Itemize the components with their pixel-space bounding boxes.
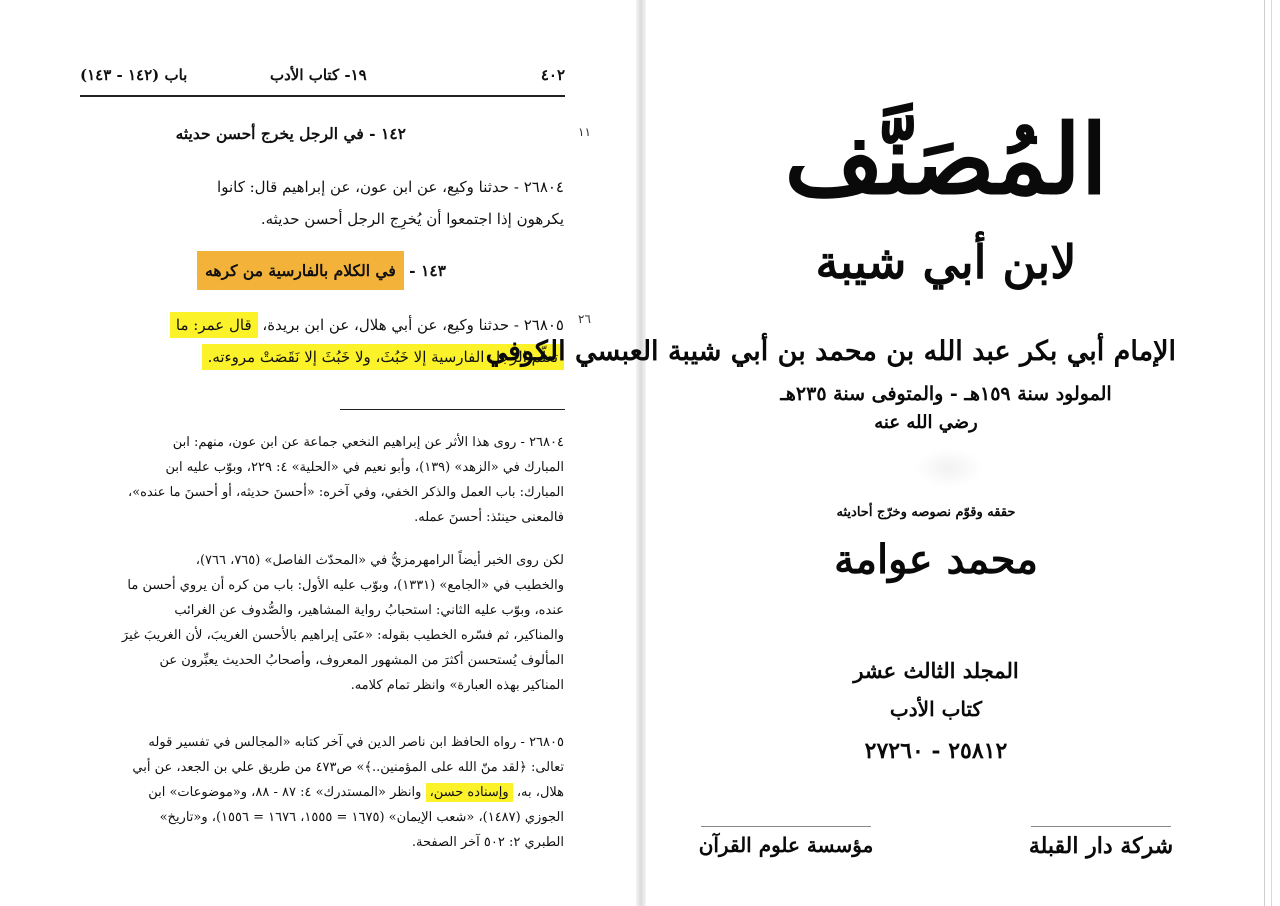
left-page bbox=[0, 0, 636, 906]
publisher-1: شركة دار القبلة bbox=[1028, 833, 1174, 859]
footnote-line: الطبري ٢: ٥٠٢ آخر الصفحة. bbox=[411, 835, 564, 850]
footnote-line: فالمعنى حينئذ: أحسنَ عمله. bbox=[414, 510, 564, 525]
publisher-rule bbox=[1031, 826, 1171, 827]
footnote-line: المبارك: باب العمل والذكر الخفي، وفي آخره: «أحسنَ حديثه، أو أحسنَ ما عنده»، bbox=[128, 485, 564, 500]
page-number: ٤٠٢ bbox=[540, 66, 565, 84]
hadith-26805-chain: ٢٦٨٠٥ - حدثنا وكيع، عن أبي هلال، عن ابن بريدة، bbox=[262, 316, 564, 334]
chapter-142-title: ١٤٢ - في الرجل يخرج أحسن حديثه bbox=[175, 124, 406, 143]
author-name: الإمام أبي بكر عبد الله بن محمد بن أبي شيبة العبسي الكوفي bbox=[485, 336, 1176, 367]
publisher-rule bbox=[701, 826, 871, 827]
footnote-line: المألوف يُستحسن أكثرَ من المشهور المعروف، وأصحابُ الحديث يعبِّرون عن bbox=[159, 653, 564, 668]
footnote-line bbox=[148, 780, 564, 805]
book-name: كتاب الأدب bbox=[889, 697, 983, 721]
hadith-26804-line1: ٢٦٨٠٤ - حدثنا وكيع، عن ابن عون، عن إبراهيم قال: كانوا bbox=[217, 178, 564, 196]
editor-credit: حققه وقوّم نصوصه وخرّج أحاديثه bbox=[836, 505, 1016, 520]
chapter-143-title-highlight: في الكلام بالفارسية من كرهه bbox=[197, 251, 404, 290]
faint-emblem bbox=[914, 448, 984, 488]
main-title: المُصَنَّف bbox=[784, 103, 1108, 216]
isnad-hasan-highlight: وإسناده حسن، bbox=[426, 783, 513, 802]
footnote-line: ٢٦٨٠٤ - روى هذا الأثر عن إبراهيم النخعي جماعة عن ابن عون، منهم: ابن bbox=[172, 435, 564, 450]
blessing-phrase: رضي الله عنه bbox=[874, 412, 978, 433]
footnote-line: المبارك في «الزهد» (١٣٩)، وأبو نعيم في «الحلية» ٤: ٢٢٩، وبوّب عليه ابن bbox=[165, 460, 564, 475]
line-marker: ١١ bbox=[578, 125, 591, 139]
footnote-line: لكن روى الخبر أيضاً الرامهرمزيُّ في «المحدّث الفاصل» (٧٦٥، ٧٦٦)، bbox=[195, 553, 564, 568]
footnote-line: المناكير بهذه العبارة» وانظر تمام كلامه. bbox=[350, 678, 564, 693]
hadith-26805-quote-highlight: قال عمر: ما bbox=[170, 312, 258, 338]
book-gutter bbox=[636, 0, 646, 906]
footnote-line: عنده، وبوّب عليه الثاني: استحبابُ رواية المشاهير، والصُّدوف عن الغرائب bbox=[174, 603, 564, 618]
footnote-fragment: هلال، به، bbox=[516, 785, 564, 800]
footnote-line: الجوزي (١٤٨٧)، «شعب الإيمان» (١٦٧٥ = ١٥٥٥، ١٦٧٦ = ١٥٥٦)، و«تاريخ» bbox=[159, 810, 564, 825]
birth-death-dates: المولود سنة ١٥٩هـ - والمتوفى سنة ٢٣٥هـ bbox=[780, 383, 1112, 405]
hadith-range: ٢٥٨١٢ - ٢٧٢٦٠ bbox=[864, 738, 1008, 764]
editor-name: محمد عوامة bbox=[834, 536, 1038, 583]
chapter-143-number: ١٤٣ - bbox=[409, 261, 446, 280]
footnote-line: ٢٦٨٠٥ - رواه الحافظ ابن ناصر الدين في آخر كتابه «المجالس في تفسير قوله bbox=[148, 735, 564, 750]
chapter-range: باب (١٤٢ - ١٤٣) bbox=[80, 66, 188, 84]
footnote-rule bbox=[340, 409, 565, 410]
chapter-143-heading bbox=[197, 261, 446, 280]
running-head bbox=[80, 66, 565, 90]
header-rule bbox=[80, 95, 565, 97]
footnote-line: والمناكير، ثم فسّره الخطيب بقوله: «عنَى إبراهيم بالأحسن الغريبَ، لأن الغريبَ غيرَ bbox=[121, 628, 564, 643]
line-marker: ٢٦ bbox=[578, 312, 591, 326]
hadith-26805-text-highlight: تعلّم الرجل الفارسية إلا خَبُثَ، ولا خَبُثَ إلا نَقَصَتْ مروءته. bbox=[202, 344, 564, 370]
footnote-line: تعالى: ﴿لقد منّ الله على المؤمنين..﴾» ص٤٧٣ من طريق علي بن الجعد، عن أبي bbox=[132, 760, 564, 775]
book-heading: ١٩- كتاب الأدب bbox=[270, 66, 367, 84]
hadith-26804-line2: يكرهون إذا اجتمعوا أن يُخرِج الرجل أحسن حديثه. bbox=[260, 210, 564, 228]
page-edge bbox=[1264, 0, 1272, 906]
volume-label: المجلد الثالث عشر bbox=[853, 658, 1019, 683]
footnote-fragment: وانظر «المستدرك» ٤: ٨٧ - ٨٨، و«موضوعات» ابن bbox=[148, 785, 422, 800]
footnote-line: والخطيب في «الجامع» (١٣٣١)، وبوّب عليه الأول: باب من كره أن يروي أحسن ما bbox=[127, 578, 564, 593]
subtitle: لابن أبي شيبة bbox=[815, 235, 1077, 289]
publisher-2: مؤسسة علوم القرآن bbox=[698, 833, 874, 857]
